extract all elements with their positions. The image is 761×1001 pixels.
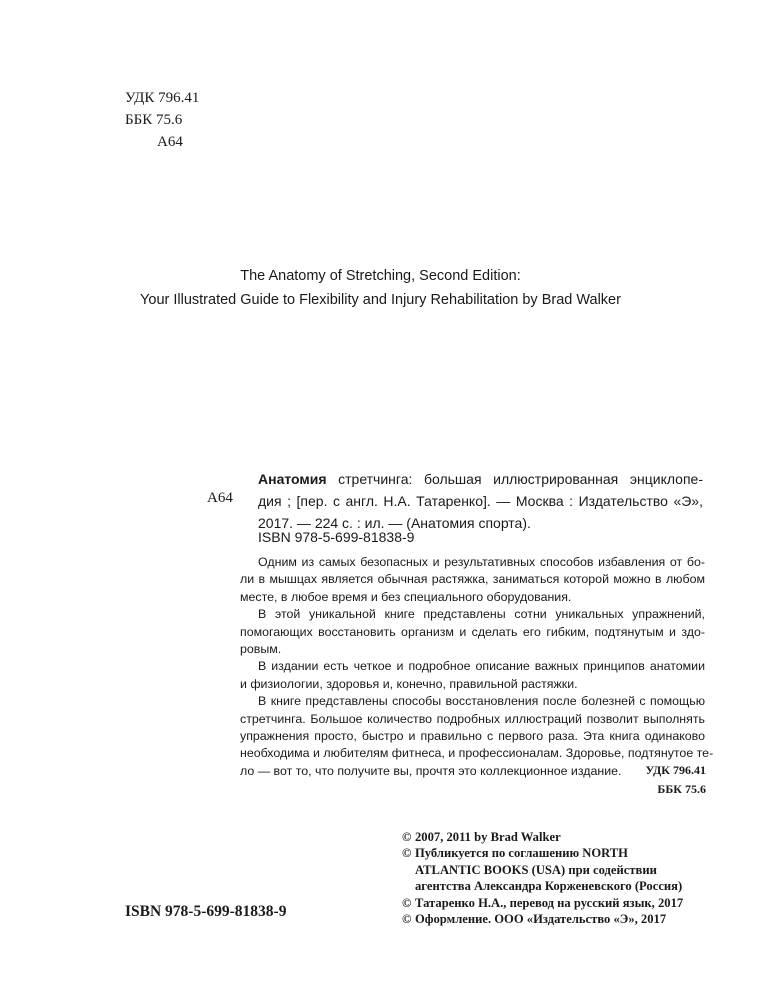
bibliographic-record [258,468,703,534]
copyright-line [402,845,683,861]
udk-code-bottom: УДК 796.41 [645,763,706,777]
annotation-line: Одним из самых безопасных и результативных способов избавления от бо- [258,555,705,569]
annotation-line: ровым. [240,642,282,657]
biblio-author-code: А64 [207,490,233,506]
bbk-code: ББК 75.6 [125,112,183,128]
annotation [240,554,714,780]
annotation-line: месте, в любое время и без специального оборудования. [240,589,572,604]
biblio-line-1 [258,468,703,490]
copyright-line [402,911,683,927]
annotation-line: стретчинга. Большое количество подробных иллюстраций позволит выполнять [240,711,705,726]
copyright-mark: © [402,912,412,927]
copyright-text: агентства Александра Корженевского (Россия) [415,879,683,894]
copyright-text: Публикуется по соглашению NORTH [415,846,628,861]
classification-top [125,87,199,153]
udk-code: УДК 796.41 [125,90,200,106]
annotation-line: ли в мышцах является обычная растяжка, заниматься которой можно в любом [240,572,705,587]
annotation-line: помогающих восстановить организм и сделать его гибким, подтянутым и здо- [240,624,705,639]
biblio-title-bold: Анатомия [258,471,327,487]
biblio-line-1-rest: стретчинга: большая иллюстрированная энциклопе- [338,471,703,487]
copyright-text: Оформление. ООО «Издательство «Э», 2017 [415,912,667,927]
biblio-line-3: 2017. — 224 с. : ил. — (Анатомия спорта). [258,515,531,531]
copyright-mark: © [402,846,412,861]
original-title-line-1: The Anatomy of Stretching, Second Edition: [240,268,521,284]
copyright-line [402,862,683,878]
copyright-text: 2007, 2011 by Brad Walker [415,830,561,844]
annotation-line: необходима и любителям фитнеса, и профессионалам. Здоровье, подтянутое те- [240,746,714,761]
annotation-line: и физиологии, здоровья и, конечно, правильной растяжки. [240,676,578,691]
copyright-line [402,829,683,845]
author-code: А64 [157,134,183,150]
bbk-code-bottom: ББК 75.6 [657,782,706,796]
biblio-line-2: дия ; [пер. с англ. Н.А. Татаренко]. — Москва : Издательство «Э», [258,493,703,509]
copyright-block [402,829,683,927]
copyright-text: ATLANTIC BOOKS (USA) при содействии [415,862,657,877]
isbn-bottom: ISBN 978-5-699-81838-9 [125,903,287,920]
annotation-line: упражнения просто, быстро и правильно с первого раза. Эта книга одинаково [240,729,705,744]
original-title [0,264,761,312]
annotation-line: В этой уникальной книге представлены сотни уникальных упражнений, [258,607,705,622]
copyright-line [402,895,683,911]
annotation-line: ло — вот то, что получите вы, прочтя это коллекционное издание. [240,763,622,778]
original-title-line-2: Your Illustrated Guide to Flexibility and Injury Rehabilitation by Brad Walker [140,292,621,308]
copyright-mark: © [402,895,412,910]
classification-bottom [560,761,706,799]
annotation-line: В книге представлены способы восстановления после болезней с помощью [258,694,705,709]
annotation-line: В издании есть четкое и подробное описание важных принципов анатомии [258,659,705,674]
copyright-mark: © [402,830,412,844]
copyright-text: Татаренко Н.А., перевод на русский язык, 2017 [415,895,684,910]
copyright-line [402,878,683,894]
biblio-isbn: ISBN 978-5-699-81838-9 [258,529,415,545]
